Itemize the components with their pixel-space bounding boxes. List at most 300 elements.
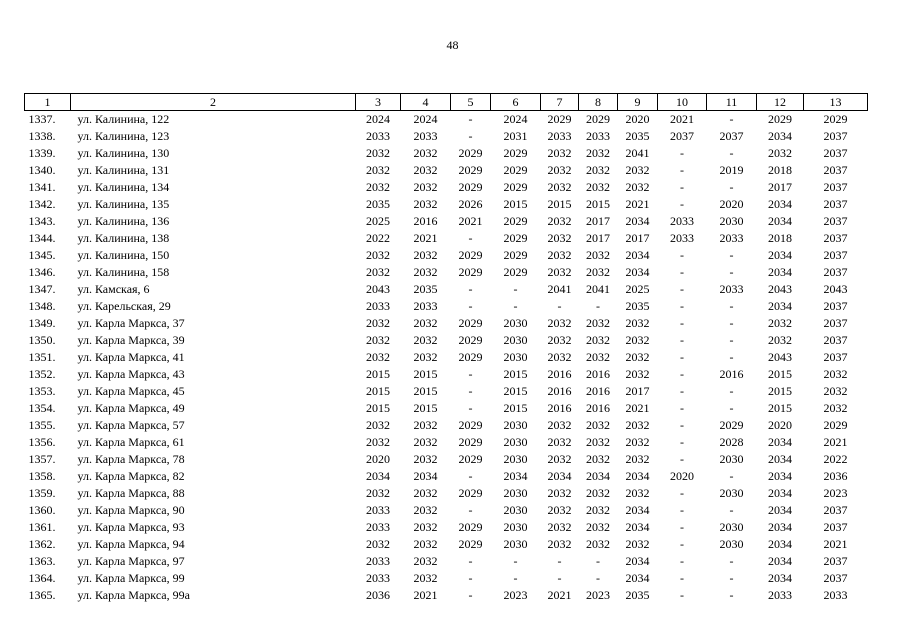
address-cell: ул. Карла Маркса, 88 bbox=[77, 486, 185, 500]
year-cell: 2032 bbox=[413, 163, 438, 177]
year-cell: 2026 bbox=[458, 197, 483, 211]
year-cell: 2030 bbox=[503, 520, 528, 534]
year-cell: 2034 bbox=[625, 469, 650, 483]
table-row bbox=[25, 519, 868, 536]
year-cell: 2029 bbox=[458, 520, 483, 534]
year-cell: - bbox=[680, 265, 684, 279]
year-cell: 2029 bbox=[503, 214, 528, 228]
year-cell: 2032 bbox=[823, 384, 848, 398]
column-header: 9 bbox=[618, 94, 658, 111]
address-cell: ул. Карла Маркса, 99а bbox=[77, 588, 190, 602]
year-cell: 2016 bbox=[719, 367, 744, 381]
row-number: 1355. bbox=[28, 418, 56, 432]
year-cell: 2029 bbox=[586, 112, 610, 126]
year-cell: 2032 bbox=[586, 316, 610, 330]
year-cell: - bbox=[513, 299, 518, 313]
year-cell: - bbox=[680, 180, 684, 194]
year-cell: 2032 bbox=[823, 367, 848, 381]
year-cell: 2034 bbox=[768, 486, 792, 500]
year-cell: - bbox=[680, 554, 684, 568]
year-cell: - bbox=[513, 554, 518, 568]
row-number: 1361. bbox=[28, 520, 56, 534]
year-cell: 2030 bbox=[503, 503, 528, 517]
row-number: 1351. bbox=[28, 350, 56, 364]
year-cell: 2015 bbox=[366, 367, 390, 381]
year-cell: 2034 bbox=[625, 520, 650, 534]
year-cell: 2032 bbox=[413, 146, 438, 160]
year-cell: 2034 bbox=[768, 299, 792, 313]
year-cell: 2034 bbox=[768, 537, 792, 551]
year-cell: - bbox=[729, 554, 734, 568]
table-row bbox=[25, 468, 868, 485]
year-cell: - bbox=[468, 503, 473, 517]
year-cell: 2018 bbox=[768, 163, 792, 177]
year-cell: 2021 bbox=[413, 231, 438, 245]
table-row bbox=[25, 383, 868, 400]
row-number: 1338. bbox=[28, 129, 56, 143]
year-cell: 2034 bbox=[625, 503, 650, 517]
year-cell: 2034 bbox=[768, 129, 792, 143]
table-row bbox=[25, 179, 868, 196]
year-cell: 2022 bbox=[366, 231, 390, 245]
table-row bbox=[25, 570, 868, 587]
year-cell: 2029 bbox=[458, 265, 483, 279]
row-number: 1341. bbox=[28, 180, 56, 194]
row-number: 1352. bbox=[28, 367, 56, 381]
year-cell: 2020 bbox=[719, 197, 744, 211]
year-cell: 2032 bbox=[547, 435, 572, 449]
year-cell: 2030 bbox=[719, 452, 744, 466]
row-number: 1358. bbox=[28, 469, 56, 483]
year-cell: 2032 bbox=[413, 503, 438, 517]
year-cell: 2034 bbox=[768, 503, 792, 517]
year-cell: 2034 bbox=[625, 554, 650, 568]
row-number: 1337. bbox=[28, 112, 56, 126]
year-cell: - bbox=[468, 282, 473, 296]
year-cell: - bbox=[680, 163, 684, 177]
year-cell: 2015 bbox=[366, 401, 390, 415]
year-cell: - bbox=[468, 112, 473, 126]
year-cell: 2032 bbox=[547, 146, 572, 160]
year-cell: 2034 bbox=[625, 265, 650, 279]
year-cell: - bbox=[468, 588, 473, 602]
year-cell: 2037 bbox=[823, 197, 848, 211]
year-cell: 2032 bbox=[366, 350, 390, 364]
year-cell: 2032 bbox=[586, 418, 610, 432]
year-cell: 2034 bbox=[586, 469, 610, 483]
year-cell: 2035 bbox=[366, 197, 390, 211]
year-cell: - bbox=[513, 571, 518, 585]
year-cell: 2015 bbox=[503, 197, 528, 211]
address-cell: ул. Карла Маркса, 39 bbox=[77, 333, 185, 347]
year-cell: 2030 bbox=[719, 214, 744, 228]
year-cell: 2032 bbox=[625, 537, 650, 551]
year-cell: 2029 bbox=[458, 163, 483, 177]
year-cell: 2029 bbox=[458, 316, 483, 330]
year-cell: 2034 bbox=[547, 469, 572, 483]
year-cell: - bbox=[729, 316, 734, 330]
column-header: 6 bbox=[491, 94, 541, 111]
year-cell: - bbox=[729, 265, 734, 279]
year-cell: - bbox=[468, 129, 473, 143]
year-cell: - bbox=[680, 435, 684, 449]
year-cell: 2034 bbox=[768, 554, 792, 568]
year-cell: 2032 bbox=[547, 163, 572, 177]
year-cell: 2034 bbox=[768, 435, 792, 449]
year-cell: 2032 bbox=[413, 537, 438, 551]
year-cell: 2032 bbox=[625, 418, 650, 432]
year-cell: 2043 bbox=[823, 282, 848, 296]
table-row bbox=[25, 111, 868, 129]
year-cell: 2018 bbox=[768, 231, 792, 245]
year-cell: 2029 bbox=[823, 418, 848, 432]
year-cell: 2016 bbox=[413, 214, 438, 228]
address-cell: ул. Карла Маркса, 43 bbox=[77, 367, 185, 381]
year-cell: 2016 bbox=[586, 367, 610, 381]
year-cell: 2032 bbox=[547, 503, 572, 517]
year-cell: - bbox=[596, 571, 600, 585]
year-cell: 2021 bbox=[625, 401, 650, 415]
year-cell: 2034 bbox=[768, 265, 792, 279]
year-cell: 2036 bbox=[823, 469, 848, 483]
row-number: 1340. bbox=[28, 163, 56, 177]
year-cell: - bbox=[596, 299, 600, 313]
year-cell: 2032 bbox=[625, 316, 650, 330]
year-cell: 2030 bbox=[719, 520, 744, 534]
row-number: 1343. bbox=[28, 214, 56, 228]
year-cell: - bbox=[468, 384, 473, 398]
year-cell: 2016 bbox=[547, 367, 572, 381]
year-cell: 2017 bbox=[625, 231, 650, 245]
year-cell: - bbox=[557, 299, 562, 313]
year-cell: 2033 bbox=[586, 129, 610, 143]
year-cell: 2015 bbox=[503, 384, 528, 398]
year-cell: - bbox=[729, 401, 734, 415]
year-cell: 2037 bbox=[823, 231, 848, 245]
column-header: 2 bbox=[71, 94, 356, 111]
year-cell: 2029 bbox=[458, 452, 483, 466]
table-row bbox=[25, 196, 868, 213]
year-cell: 2017 bbox=[586, 214, 610, 228]
year-cell: 2037 bbox=[823, 146, 848, 160]
year-cell: - bbox=[468, 299, 473, 313]
address-cell: ул. Карла Маркса, 99 bbox=[77, 571, 185, 585]
year-cell: 2032 bbox=[625, 163, 650, 177]
year-cell: 2034 bbox=[768, 469, 792, 483]
year-cell: 2033 bbox=[670, 231, 694, 245]
year-cell: 2032 bbox=[413, 571, 438, 585]
year-cell: 2032 bbox=[586, 537, 610, 551]
year-cell: 2032 bbox=[547, 214, 572, 228]
year-cell: 2015 bbox=[768, 384, 792, 398]
year-cell: 2032 bbox=[547, 418, 572, 432]
year-cell: 2029 bbox=[768, 112, 792, 126]
data-table bbox=[24, 93, 868, 604]
year-cell: 2029 bbox=[823, 112, 848, 126]
year-cell: 2030 bbox=[503, 350, 528, 364]
address-cell: ул. Карла Маркса, 97 bbox=[77, 554, 185, 568]
year-cell: 2033 bbox=[547, 129, 572, 143]
year-cell: 2034 bbox=[625, 214, 650, 228]
year-cell: 2037 bbox=[823, 214, 848, 228]
year-cell: 2032 bbox=[413, 554, 438, 568]
table-row bbox=[25, 553, 868, 570]
year-cell: 2032 bbox=[547, 248, 572, 262]
year-cell: - bbox=[557, 554, 562, 568]
year-cell: 2034 bbox=[768, 452, 792, 466]
year-cell: 2032 bbox=[366, 435, 390, 449]
column-header: 5 bbox=[451, 94, 491, 111]
address-cell: ул. Калинина, 130 bbox=[77, 146, 170, 160]
year-cell: 2032 bbox=[547, 231, 572, 245]
year-cell: - bbox=[680, 282, 684, 296]
year-cell: 2030 bbox=[503, 452, 528, 466]
year-cell: - bbox=[468, 571, 473, 585]
year-cell: 2034 bbox=[768, 248, 792, 262]
year-cell: 2034 bbox=[768, 571, 792, 585]
year-cell: 2032 bbox=[547, 452, 572, 466]
year-cell: - bbox=[468, 401, 473, 415]
column-header: 12 bbox=[757, 94, 804, 111]
table-row bbox=[25, 400, 868, 417]
year-cell: 2015 bbox=[768, 401, 792, 415]
year-cell: 2032 bbox=[366, 316, 390, 330]
header-row bbox=[25, 94, 868, 111]
year-cell: 2020 bbox=[366, 452, 390, 466]
year-cell: 2033 bbox=[719, 282, 744, 296]
year-cell: - bbox=[729, 180, 734, 194]
year-cell: 2033 bbox=[670, 214, 694, 228]
year-cell: 2015 bbox=[366, 384, 390, 398]
year-cell: - bbox=[468, 231, 473, 245]
year-cell: - bbox=[680, 146, 684, 160]
address-cell: ул. Карла Маркса, 49 bbox=[77, 401, 185, 415]
year-cell: 2034 bbox=[625, 571, 650, 585]
year-cell: 2017 bbox=[625, 384, 650, 398]
year-cell: - bbox=[680, 299, 684, 313]
table-row bbox=[25, 349, 868, 366]
table-row bbox=[25, 213, 868, 230]
year-cell: - bbox=[680, 452, 684, 466]
year-cell: 2032 bbox=[768, 316, 792, 330]
table-row bbox=[25, 128, 868, 145]
year-cell: 2032 bbox=[366, 163, 390, 177]
year-cell: 2032 bbox=[366, 537, 390, 551]
row-number: 1349. bbox=[28, 316, 56, 330]
address-cell: ул. Карла Маркса, 61 bbox=[77, 435, 185, 449]
year-cell: 2032 bbox=[547, 265, 572, 279]
year-cell: 2035 bbox=[625, 588, 650, 602]
row-number: 1357. bbox=[28, 452, 56, 466]
year-cell: 2032 bbox=[366, 333, 390, 347]
year-cell: 2033 bbox=[366, 129, 390, 143]
table-row bbox=[25, 281, 868, 298]
year-cell: 2032 bbox=[625, 180, 650, 194]
year-cell: - bbox=[468, 469, 473, 483]
year-cell: 2016 bbox=[547, 401, 572, 415]
year-cell: 2015 bbox=[413, 384, 438, 398]
year-cell: 2025 bbox=[366, 214, 390, 228]
page-number: 48 bbox=[446, 38, 459, 52]
year-cell: 2032 bbox=[547, 520, 572, 534]
row-number: 1354. bbox=[28, 401, 56, 415]
table-row bbox=[25, 485, 868, 502]
year-cell: 2037 bbox=[823, 520, 848, 534]
year-cell: 2037 bbox=[719, 129, 744, 143]
row-number: 1359. bbox=[28, 486, 56, 500]
year-cell: 2032 bbox=[366, 486, 390, 500]
year-cell: 2032 bbox=[586, 163, 610, 177]
year-cell: 2032 bbox=[413, 333, 438, 347]
year-cell: 2029 bbox=[458, 537, 483, 551]
year-cell: 2032 bbox=[413, 180, 438, 194]
row-number: 1360. bbox=[28, 503, 56, 517]
year-cell: 2029 bbox=[503, 146, 528, 160]
year-cell: - bbox=[513, 282, 518, 296]
year-cell: 2032 bbox=[366, 265, 390, 279]
address-cell: ул. Калинина, 135 bbox=[77, 197, 170, 211]
year-cell: 2032 bbox=[366, 418, 390, 432]
year-cell: 2032 bbox=[413, 486, 438, 500]
year-cell: 2030 bbox=[503, 486, 528, 500]
column-header: 4 bbox=[401, 94, 451, 111]
address-cell: ул. Калинина, 158 bbox=[77, 265, 170, 279]
year-cell: 2037 bbox=[823, 571, 848, 585]
year-cell: 2037 bbox=[823, 180, 848, 194]
year-cell: 2035 bbox=[413, 282, 438, 296]
year-cell: - bbox=[729, 350, 734, 364]
table-row bbox=[25, 230, 868, 247]
year-cell: 2034 bbox=[768, 520, 792, 534]
row-number: 1362. bbox=[28, 537, 56, 551]
year-cell: - bbox=[729, 112, 734, 126]
row-number: 1364. bbox=[28, 571, 56, 585]
year-cell: - bbox=[680, 367, 684, 381]
table-row bbox=[25, 451, 868, 468]
year-cell: 2029 bbox=[503, 163, 528, 177]
year-cell: 2037 bbox=[823, 554, 848, 568]
year-cell: 2043 bbox=[366, 282, 390, 296]
year-cell: 2015 bbox=[768, 367, 792, 381]
column-header: 10 bbox=[658, 94, 707, 111]
table-row bbox=[25, 264, 868, 281]
year-cell: 2033 bbox=[719, 231, 744, 245]
year-cell: 2017 bbox=[586, 231, 610, 245]
year-cell: 2032 bbox=[413, 197, 438, 211]
year-cell: 2031 bbox=[503, 129, 528, 143]
address-cell: ул. Карла Маркса, 41 bbox=[77, 350, 185, 364]
address-cell: ул. Карла Маркса, 94 bbox=[77, 537, 185, 551]
year-cell: 2034 bbox=[768, 214, 792, 228]
year-cell: - bbox=[729, 146, 734, 160]
year-cell: 2032 bbox=[547, 180, 572, 194]
year-cell: 2041 bbox=[547, 282, 572, 296]
year-cell: 2029 bbox=[719, 418, 744, 432]
year-cell: - bbox=[729, 469, 734, 483]
year-cell: 2032 bbox=[586, 180, 610, 194]
address-cell: ул. Калинина, 138 bbox=[77, 231, 170, 245]
column-header: 11 bbox=[707, 94, 757, 111]
address-cell: ул. Калинина, 123 bbox=[77, 129, 170, 143]
table-row bbox=[25, 536, 868, 553]
row-number: 1356. bbox=[28, 435, 56, 449]
year-cell: 2016 bbox=[586, 401, 610, 415]
year-cell: 2032 bbox=[625, 452, 650, 466]
year-cell: - bbox=[596, 554, 600, 568]
year-cell: 2037 bbox=[823, 503, 848, 517]
year-cell: 2033 bbox=[366, 520, 390, 534]
year-cell: 2037 bbox=[823, 316, 848, 330]
year-cell: 2032 bbox=[547, 350, 572, 364]
year-cell: 2021 bbox=[823, 537, 848, 551]
year-cell: 2032 bbox=[625, 486, 650, 500]
year-cell: - bbox=[680, 197, 684, 211]
year-cell: 2029 bbox=[458, 333, 483, 347]
year-cell: 2033 bbox=[823, 588, 848, 602]
year-cell: 2037 bbox=[823, 129, 848, 143]
table-row bbox=[25, 298, 868, 315]
year-cell: 2029 bbox=[503, 180, 528, 194]
year-cell: 2043 bbox=[768, 282, 792, 296]
year-cell: 2032 bbox=[413, 350, 438, 364]
year-cell: - bbox=[680, 486, 684, 500]
year-cell: 2029 bbox=[547, 112, 572, 126]
year-cell: 2030 bbox=[503, 418, 528, 432]
row-number: 1348. bbox=[28, 299, 56, 313]
year-cell: - bbox=[680, 537, 684, 551]
year-cell: 2030 bbox=[503, 316, 528, 330]
row-number: 1365. bbox=[28, 588, 56, 602]
year-cell: 2032 bbox=[586, 248, 610, 262]
year-cell: 2030 bbox=[503, 435, 528, 449]
year-cell: 2030 bbox=[503, 333, 528, 347]
year-cell: 2033 bbox=[366, 503, 390, 517]
year-cell: 2032 bbox=[586, 520, 610, 534]
year-cell: 2033 bbox=[366, 554, 390, 568]
year-cell: 2024 bbox=[413, 112, 438, 126]
year-cell: 2024 bbox=[503, 112, 528, 126]
year-cell: 2029 bbox=[458, 146, 483, 160]
year-cell: 2032 bbox=[586, 350, 610, 364]
year-cell: 2032 bbox=[625, 333, 650, 347]
year-cell: 2030 bbox=[719, 537, 744, 551]
year-cell: 2020 bbox=[670, 469, 694, 483]
address-cell: ул. Калинина, 134 bbox=[77, 180, 170, 194]
year-cell: - bbox=[468, 554, 473, 568]
row-number: 1347. bbox=[28, 282, 56, 296]
year-cell: 2020 bbox=[768, 418, 792, 432]
year-cell: - bbox=[729, 503, 734, 517]
year-cell: - bbox=[680, 350, 684, 364]
year-cell: 2023 bbox=[823, 486, 848, 500]
column-header: 8 bbox=[579, 94, 618, 111]
year-cell: 2021 bbox=[670, 112, 694, 126]
year-cell: - bbox=[680, 503, 684, 517]
year-cell: 2021 bbox=[547, 588, 572, 602]
year-cell: 2029 bbox=[503, 231, 528, 245]
year-cell: 2019 bbox=[719, 163, 744, 177]
year-cell: 2015 bbox=[413, 401, 438, 415]
table-row bbox=[25, 332, 868, 349]
year-cell: 2029 bbox=[458, 418, 483, 432]
year-cell: 2028 bbox=[719, 435, 744, 449]
year-cell: - bbox=[729, 248, 734, 262]
row-number: 1339. bbox=[28, 146, 56, 160]
column-header: 3 bbox=[356, 94, 401, 111]
year-cell: 2033 bbox=[768, 588, 792, 602]
year-cell: 2032 bbox=[586, 452, 610, 466]
year-cell: 2032 bbox=[366, 146, 390, 160]
